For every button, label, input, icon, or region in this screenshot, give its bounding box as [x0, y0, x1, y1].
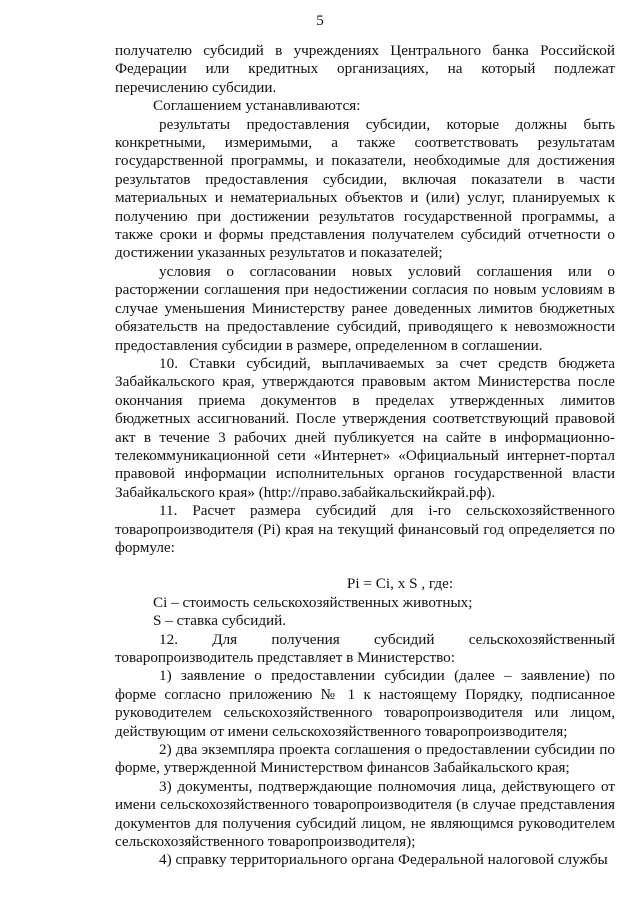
spacer — [115, 557, 615, 575]
paragraph: 10. Ставки субсидий, выплачиваемых за счет средств бюджета Забайкальского края, утверждаются правовым актом Министерства после окончания приема документов в пределах утвержденных лимитов бюджетных ассигнований. После утверждения соответствующий правовой акт в течение 3 рабочих дней публикуется на сайте в информационно-телекоммуникационной сети «Интернет» «Официальный интернет-портал правовой информации исполнительных органов государственной власти Забайкальского края» (http://право.забайкальскийкрай.рф). — [115, 354, 615, 501]
definition: Ci – стоимость сельскохозяйственных животных; — [153, 593, 473, 611]
paragraph: 1) заявление о предоставлении субсидии (далее – заявление) по форме согласно приложению № 1 к настоящему Порядку, подписанное руководителем сельскохозяйственного товаропроизводителя или лицом, действующим от имени сельскохозяйственного товаропроизводителя; — [115, 667, 615, 740]
paragraph: 4) справку территориального органа Федеральной налоговой службы — [159, 851, 608, 869]
definition: S – ставка субсидий. — [153, 612, 287, 630]
paragraph: 11. Расчет размера субсидий для i-го сельскохозяйственного товаропроизводителя (Pi) края на текущий финансовый год определяется по формуле: — [115, 502, 615, 556]
paragraph: результаты предоставления субсидии, которые должны быть конкретными, измеримыми, а также соответствовать результатам государственной программы, и показатели, необходимые для достижения результатов предоставления субсидии, включая показатели в части материальных и нематериальных объектов и (или) услуг, планируемых к получению при достижении результатов государственной программы, а также сроки и формы представления получателем субсидий отчетности о достижении указанных результатов и показателей; — [115, 115, 615, 262]
paragraph: условия о согласовании новых условий соглашения или о расторжении соглашения при недостижении согласия по новым условиям в случае уменьшения Министерству ранее доведенных лимитов бюджетных обязательств на предоставление субсидий, приводящего к невозможности предоставления субсидии в размере, определенном в соглашении. — [115, 262, 615, 354]
paragraph: 3) документы, подтверждающие полномочия лица, действующего от имени сельскохозяйственного товаропроизводителя (в случае представления документов для получения субсидий лицом, не являющимся руководителем сельскохозяйственного товаропроизводителя); — [115, 777, 615, 851]
formula: Pi = Ci, x S , где: — [346, 575, 454, 593]
page-number: 5 — [316, 13, 324, 29]
paragraph: получателю субсидий в учреждениях Центрального банка Российской Федерации или кредитных организациях, на который подлежат перечислению субсидии. — [115, 42, 615, 96]
document-body — [115, 42, 615, 870]
paragraph: 12. Для получения субсидий сельскохозяйственный товаропроизводитель представляет в Министерство: — [115, 630, 615, 666]
paragraph: Соглашением устанавливаются: — [153, 97, 361, 115]
paragraph: 2) два экземпляра проекта соглашения о предоставлении субсидии по форме, утвержденной Министерством финансов Забайкальского края; — [115, 741, 615, 777]
